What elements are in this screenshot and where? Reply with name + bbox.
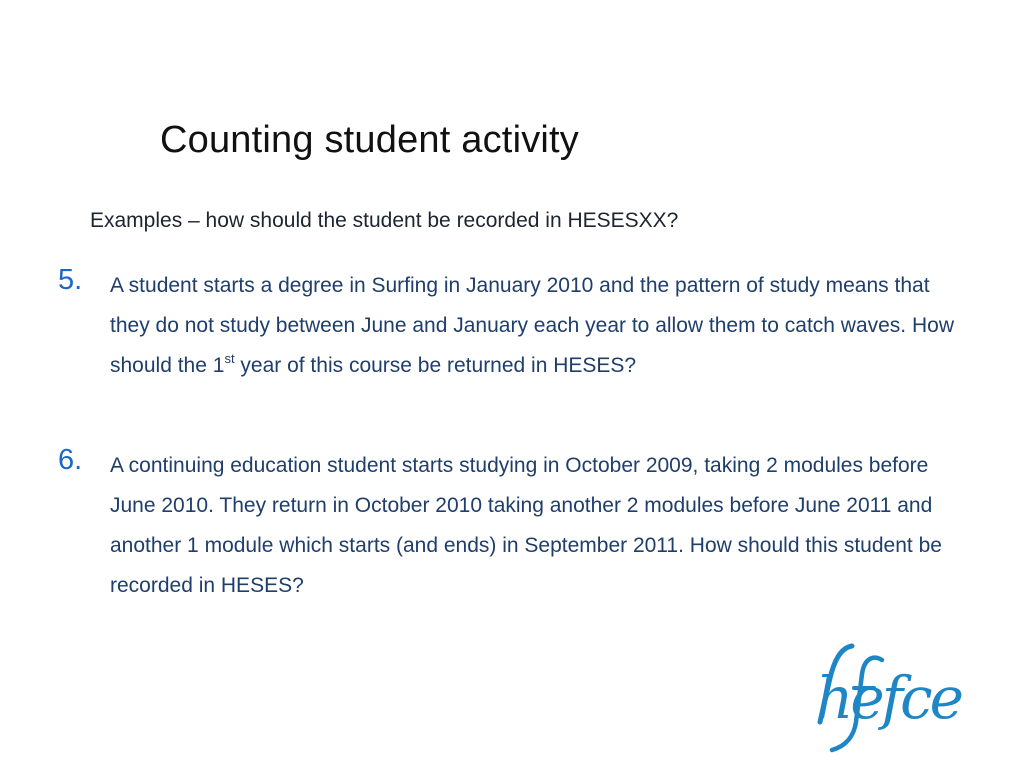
list-item-text-part: year of this course be returned in HESES?: [234, 354, 637, 377]
hefce-logo: [812, 638, 962, 754]
slide-subtitle: Examples – how should the student be recorded in HESESXX?: [90, 209, 679, 232]
list-item-text-part: A student starts a degree in Surfing in January 2010 and the pattern of study means that they do not study between June and January each year to allow them to catch waves. How should the 1: [110, 274, 954, 377]
list-item-text: [110, 266, 956, 386]
list-item-text: A continuing education student starts studying in October 2009, taking 2 modules before June 2010. They return in October 2010 taking another 2 modules before June 2011 and another 1 module which starts (and ends) in September 2011. How should this student be recorded in HESES?: [110, 454, 942, 597]
list-item-number: 5.: [58, 264, 83, 296]
list-item-number: 6.: [58, 444, 83, 476]
slide-title: Counting student activity: [160, 119, 580, 161]
ordinal-superscript: st: [224, 351, 235, 366]
svg-text:hefce: hefce: [816, 664, 961, 732]
